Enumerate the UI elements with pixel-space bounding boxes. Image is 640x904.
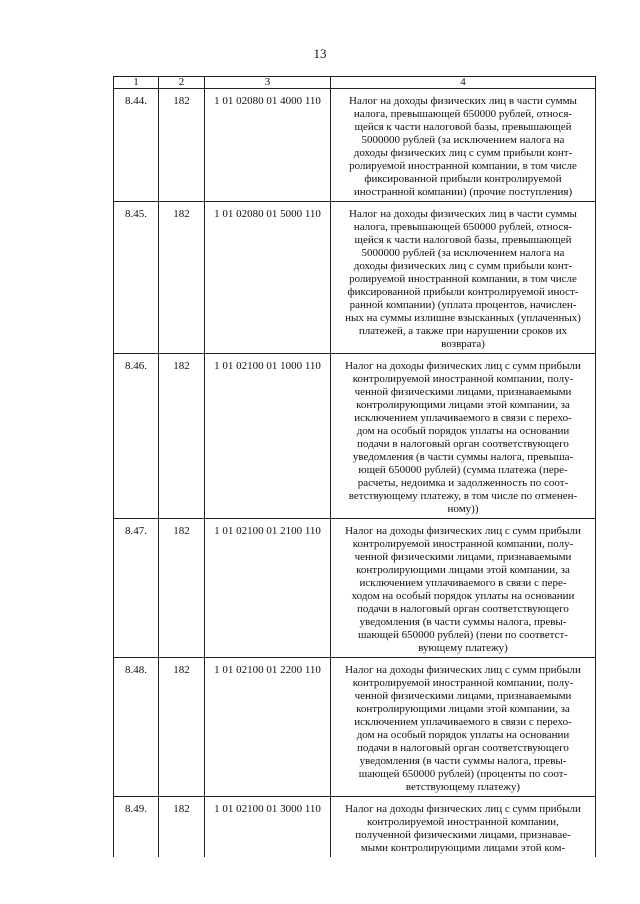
column-header: 3 xyxy=(205,77,331,89)
description-line: полученной физическими лицами, признавае- xyxy=(355,829,571,841)
description-line: уведомления (в части суммы налога, превы- xyxy=(359,755,567,767)
income-description xyxy=(331,89,596,202)
admin-code: 182 xyxy=(159,519,205,658)
description-line: иностранной компании) (прочие поступления) xyxy=(353,186,573,198)
budget-classification-code: 1 01 02080 01 5000 110 xyxy=(205,202,331,354)
description-line: 5000000 рублей (за исключением налога на xyxy=(361,134,565,146)
description-line: Налог на доходы физических лиц в части суммы xyxy=(349,208,577,220)
table-row xyxy=(114,354,596,519)
description-line: подачи в налоговый орган соответствующего xyxy=(357,742,569,754)
description-line: фиксированной прибыли контролируемой xyxy=(364,173,562,185)
description-line: шающей 650000 рублей) (пени по соответст- xyxy=(358,629,568,641)
description-line: ветствующему платежу) xyxy=(405,781,521,793)
description-line: доходы физических лиц с сумм прибыли конт- xyxy=(353,260,573,272)
description-line: расчеты, недоимка и задолженность по соот- xyxy=(357,477,569,489)
description-line: платежей, а также при нарушении сроков их xyxy=(358,325,568,337)
description-line: ному)) xyxy=(447,503,479,515)
table-row xyxy=(114,89,596,202)
description-line: Налог на доходы физических лиц с сумм прибыли xyxy=(345,803,581,815)
description-line: Налог на доходы физических лиц с сумм прибыли xyxy=(345,525,581,537)
description-line: ющей 650000 рублей) (сумма платежа (пере- xyxy=(358,464,568,476)
row-number: 8.46. xyxy=(114,354,159,519)
description-line: Налог на доходы физических лиц с сумм прибыли xyxy=(345,664,581,676)
description-line: налога, превышающей 650000 рублей, относя- xyxy=(353,108,573,120)
description-line: контролируемой иностранной компании, полу- xyxy=(352,538,574,550)
description-line: контролирующими лицами этой компании, за xyxy=(356,564,570,576)
income-description xyxy=(331,354,596,519)
description-line: Налог на доходы физических лиц в части суммы xyxy=(349,95,577,107)
description-line: контролирующими лицами этой компании, за xyxy=(356,703,570,715)
description-line: исключением уплачиваемого в связи с перехо- xyxy=(354,412,572,424)
description-line: контролируемой иностранной компании, xyxy=(367,816,559,828)
row-number: 8.49. xyxy=(114,797,159,858)
description-line: доходы физических лиц с сумм прибыли конт- xyxy=(353,147,573,159)
row-number: 8.45. xyxy=(114,202,159,354)
table-row xyxy=(114,658,596,797)
description-line: щейся к части налоговой базы, превышающей xyxy=(354,121,572,133)
description-line: ролируемой иностранной компании, в том числе xyxy=(349,273,577,285)
page-number: 13 xyxy=(313,46,327,61)
description-line: ченной физическими лицами, признаваемыми xyxy=(354,386,572,398)
table-row xyxy=(114,797,596,858)
description-line: ченной физическими лицами, признаваемыми xyxy=(354,551,572,563)
description-line: дом на особый порядок уплаты на основании xyxy=(356,729,570,741)
admin-code: 182 xyxy=(159,658,205,797)
budget-classification-code: 1 01 02100 01 2200 110 xyxy=(205,658,331,797)
description-line: налога, превышающей 650000 рублей, относя- xyxy=(353,221,573,233)
description-line: ходом на особый порядок уплаты на основании xyxy=(351,590,575,602)
description-line: шающей 650000 рублей) (проценты по соот- xyxy=(358,768,568,780)
description-line: подачи в налоговый орган соответствующего xyxy=(357,438,569,450)
description-line: уведомления (в части суммы налога, превы- xyxy=(359,616,567,628)
table-row xyxy=(114,519,596,658)
table-row xyxy=(114,202,596,354)
description-line: контролируемой иностранной компании, полу- xyxy=(352,373,574,385)
classification-table xyxy=(113,76,596,857)
description-line: ченной физическими лицами, признаваемыми xyxy=(354,690,572,702)
row-number: 8.44. xyxy=(114,89,159,202)
admin-code: 182 xyxy=(159,354,205,519)
column-header: 2 xyxy=(159,77,205,89)
description-line: ных на суммы излишне взысканных (уплаченных) xyxy=(345,312,581,324)
income-description xyxy=(331,658,596,797)
admin-code: 182 xyxy=(159,89,205,202)
description-line: Налог на доходы физических лиц с сумм прибыли xyxy=(345,360,581,372)
income-description xyxy=(331,202,596,354)
description-line: контролируемой иностранной компании, полу- xyxy=(352,677,574,689)
description-line: фиксированной прибыли контролируемой иност- xyxy=(347,286,579,298)
budget-classification-code: 1 01 02100 01 2100 110 xyxy=(205,519,331,658)
column-header: 4 xyxy=(331,77,596,89)
description-line: подачи в налоговый орган соответствующего xyxy=(357,603,569,615)
description-line: щейся к части налоговой базы, превышающей xyxy=(354,234,572,246)
row-number: 8.48. xyxy=(114,658,159,797)
description-line: исключением уплачиваемого в связи с пере- xyxy=(359,577,567,589)
budget-classification-code: 1 01 02100 01 3000 110 xyxy=(205,797,331,858)
row-number: 8.47. xyxy=(114,519,159,658)
description-line: ранной компании) (уплата процентов, начислен- xyxy=(349,299,577,311)
description-line: 5000000 рублей (за исключением налога на xyxy=(361,247,565,259)
description-line: возврата) xyxy=(441,338,485,350)
description-line: контролирующими лицами этой компании, за xyxy=(356,399,570,411)
description-line: ветствующему платежу, в том числе по отменен- xyxy=(348,490,578,502)
budget-classification-code: 1 01 02100 01 1000 110 xyxy=(205,354,331,519)
income-description xyxy=(331,519,596,658)
admin-code: 182 xyxy=(159,797,205,858)
description-line: мыми контролирующими лицами этой ком- xyxy=(360,842,566,854)
description-line: исключением уплачиваемого в связи с перехо- xyxy=(354,716,572,728)
admin-code: 182 xyxy=(159,202,205,354)
description-line: ролируемой иностранной компании, в том числе xyxy=(349,160,577,172)
income-description xyxy=(331,797,596,858)
table-header-row xyxy=(114,77,596,89)
description-line: вующему платежу) xyxy=(418,642,508,654)
column-header: 1 xyxy=(114,77,159,89)
budget-classification-code: 1 01 02080 01 4000 110 xyxy=(205,89,331,202)
description-line: уведомления (в части суммы налога, превыша- xyxy=(352,451,574,463)
description-line: дом на особый порядок уплаты на основании xyxy=(356,425,570,437)
